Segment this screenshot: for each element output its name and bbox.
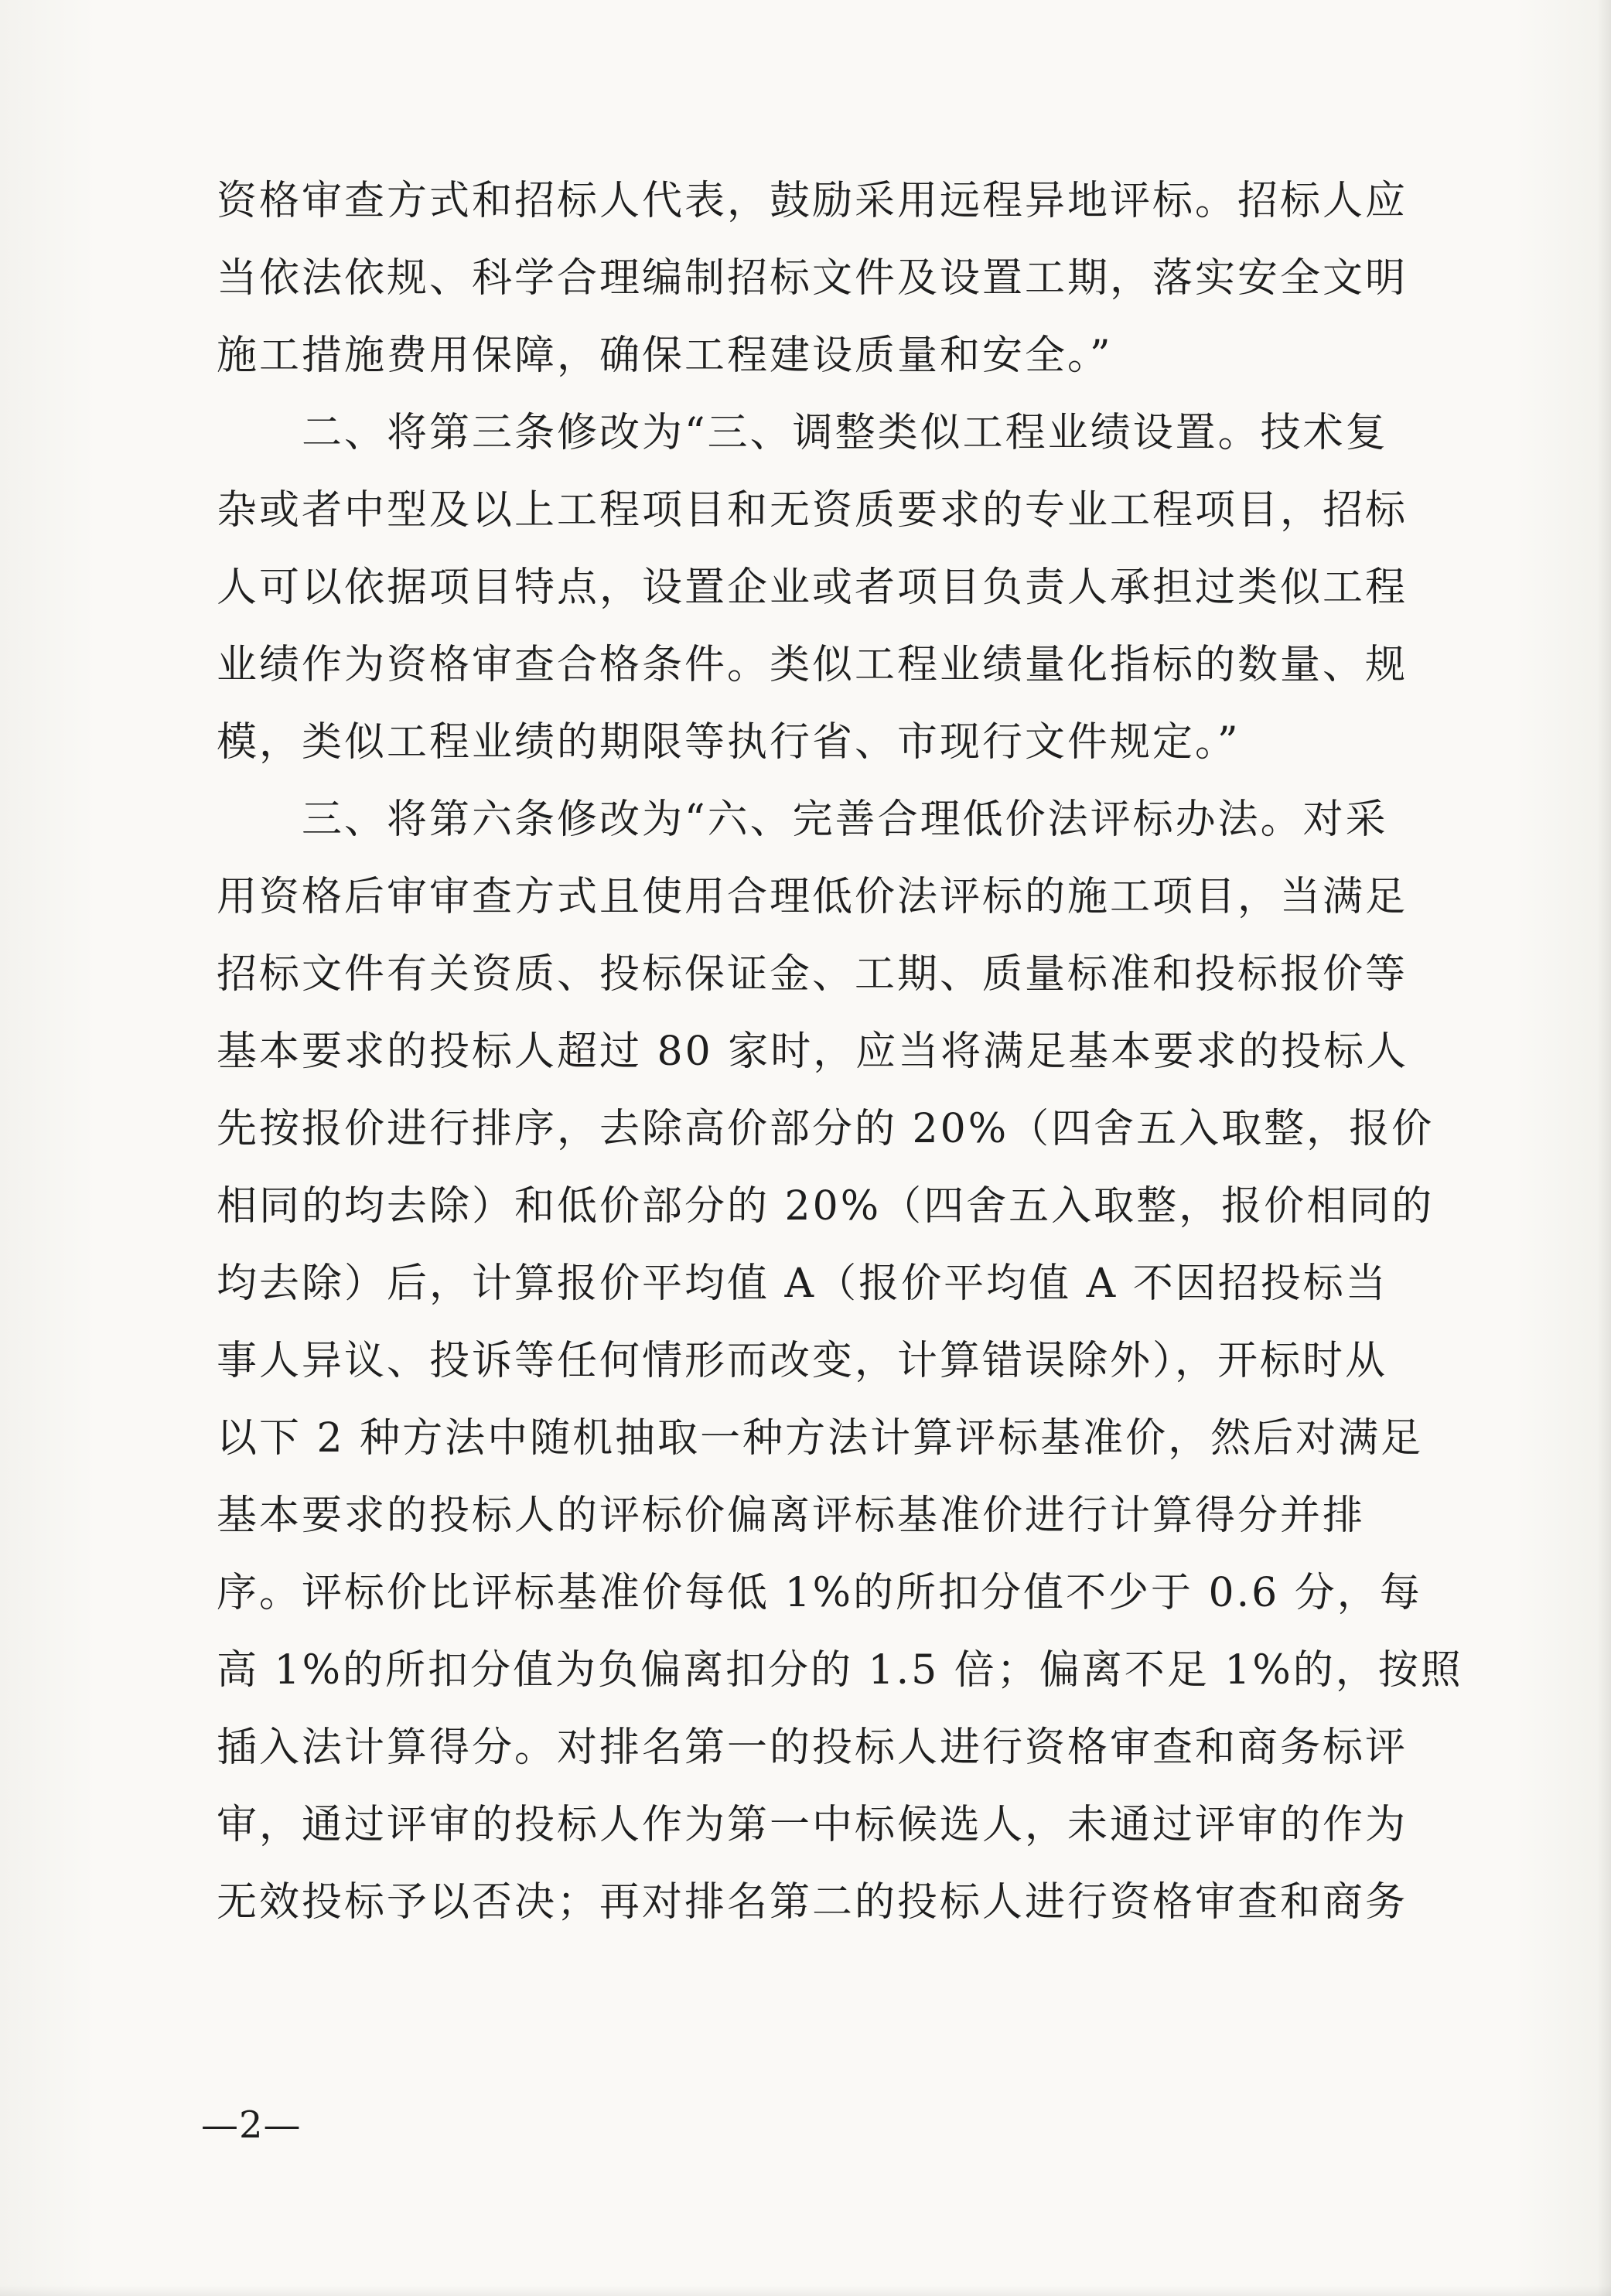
text-line: 事人异议、投诉等任何情形而改变，计算错误除外），开标时从 xyxy=(217,1338,1388,1384)
text-line: 施工措施费用保障，确保工程建设质量和安全。” xyxy=(217,333,1113,379)
text-line: 均去除）后，计算报价平均值 A（报价平均值 A 不因招投标当 xyxy=(217,1261,1388,1307)
page-bottom-edge xyxy=(0,2285,1611,2296)
paragraph-start-line: 二、将第三条修改为“三、调整类似工程业绩设置。技术复 xyxy=(302,410,1388,456)
text-line: 序。评标价比评标基准价每低 1%的所扣分值不少于 0.6 分，每 xyxy=(217,1570,1422,1616)
text-line: 基本要求的投标人超过 80 家时，应当将满足基本要求的投标人 xyxy=(217,1029,1409,1075)
text-line: 用资格后审审查方式且使用合理低价法评标的施工项目，当满足 xyxy=(217,874,1408,920)
body-text xyxy=(217,162,1463,1941)
text-line: 杂或者中型及以上工程项目和无资质要求的专业工程项目，招标 xyxy=(217,487,1408,534)
text-line: 业绩作为资格审查合格条件。类似工程业绩量化指标的数量、规 xyxy=(217,642,1408,688)
text-line: 招标文件有关资质、投标保证金、工期、质量标准和投标报价等 xyxy=(217,951,1408,998)
text-line: 审，通过评审的投标人作为第一中标候选人，未通过评审的作为 xyxy=(217,1802,1408,1848)
text-line: 基本要求的投标人的评标价偏离评标基准价进行计算得分并排 xyxy=(217,1493,1366,1539)
text-line: 无效投标予以否决；再对排名第二的投标人进行资格审查和商务 xyxy=(217,1879,1408,1926)
text-line: 资格审查方式和招标人代表，鼓励采用远程异地评标。招标人应 xyxy=(217,178,1408,224)
page-number: —2— xyxy=(201,2103,302,2147)
text-line: 插入法计算得分。对排名第一的投标人进行资格审查和商务标评 xyxy=(217,1725,1408,1771)
text-line: 人可以依据项目特点，设置企业或者项目负责人承担过类似工程 xyxy=(217,565,1408,611)
text-line: 相同的均去除）和低价部分的 20%（四舍五入取整，报价相同的 xyxy=(217,1183,1435,1230)
paragraph-start-line: 三、将第六条修改为“六、完善合理低价法评标办法。对采 xyxy=(302,797,1388,843)
text-line: 以下 2 种方法中随机抽取一种方法计算评标基准价，然后对满足 xyxy=(217,1415,1424,1462)
text-line: 先按报价进行排序，去除高价部分的 20%（四舍五入取整，报价 xyxy=(217,1106,1435,1152)
page-edge-shadow xyxy=(1597,0,1611,2296)
text-line: 当依法依规、科学合理编制招标文件及设置工期，落实安全文明 xyxy=(217,255,1408,302)
text-line: 模，类似工程业绩的期限等执行省、市现行文件规定。” xyxy=(217,719,1241,766)
text-line: 高 1%的所扣分值为负偏离扣分的 1.5 倍；偏离不足 1%的，按照 xyxy=(217,1647,1463,1694)
